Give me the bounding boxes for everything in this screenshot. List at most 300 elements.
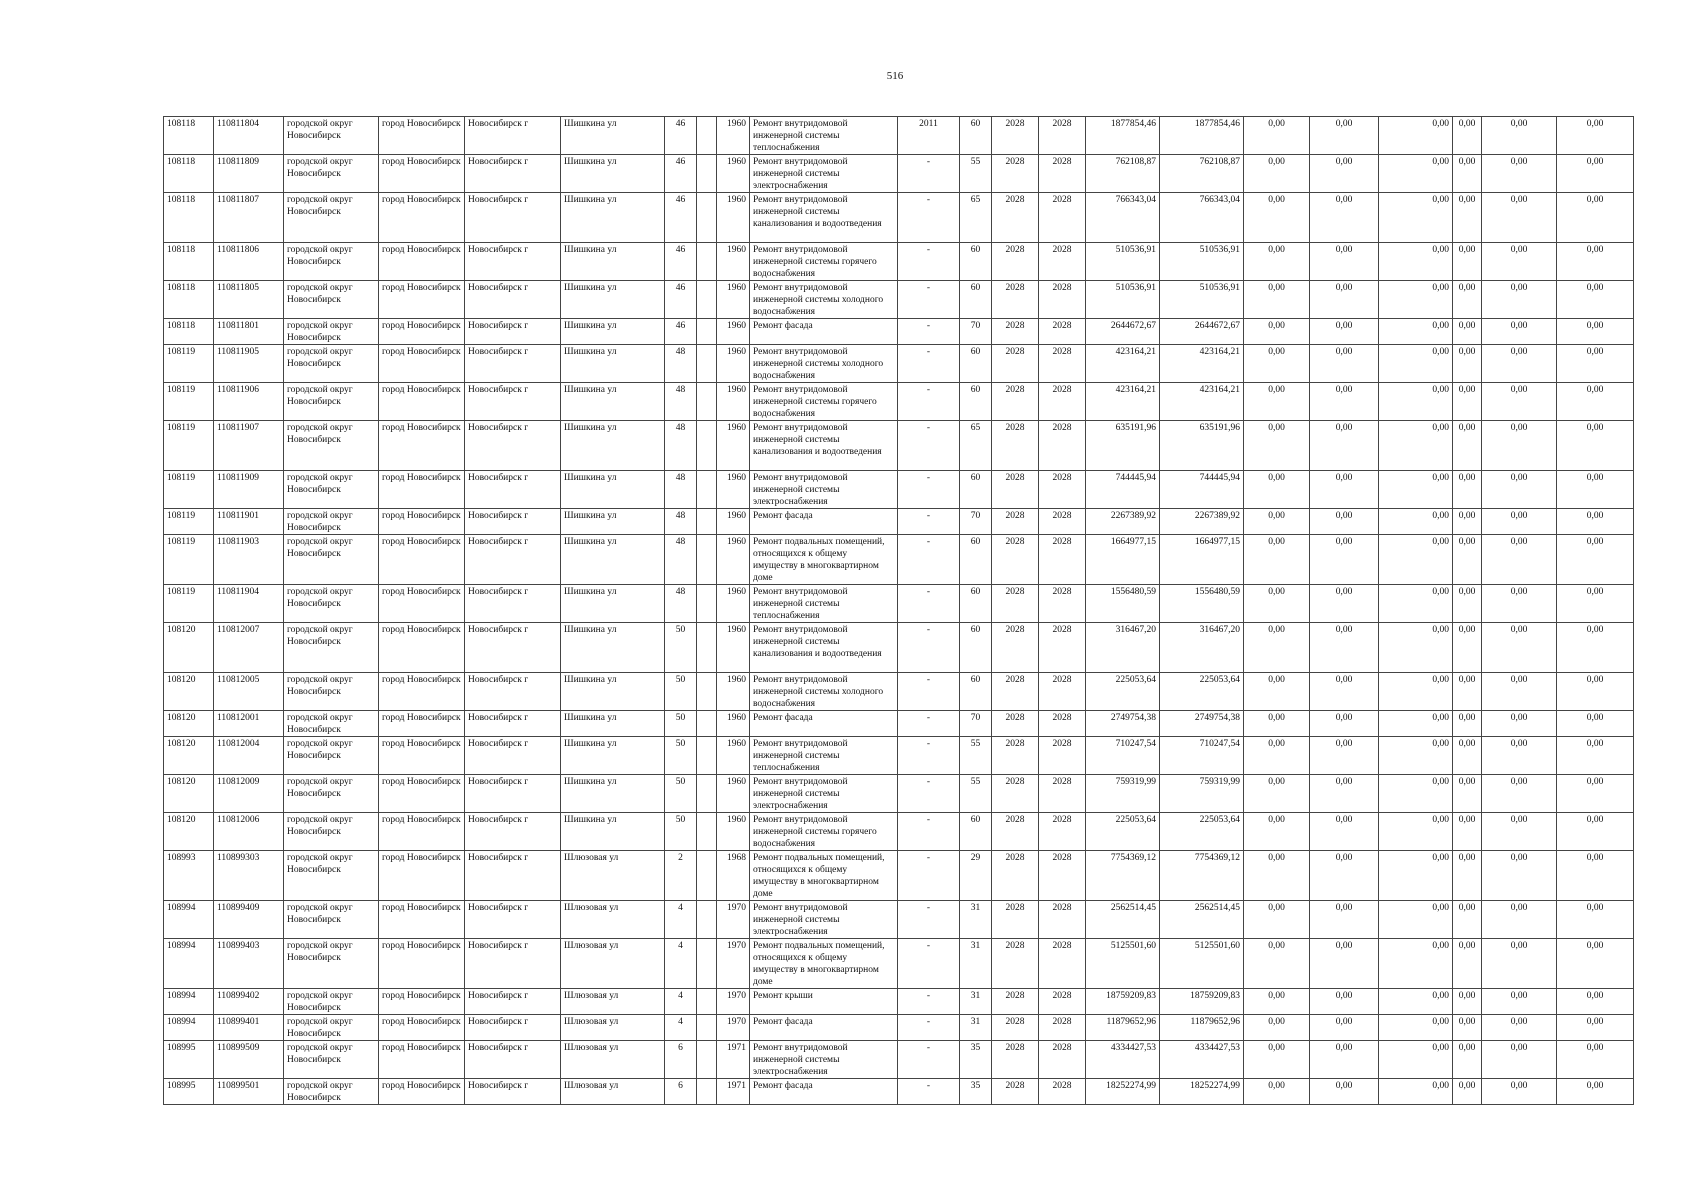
cell-cost-col-22: 0,00 [1557,1041,1634,1079]
cell-wear-percent: 70 [960,711,992,737]
cell-wear-percent: 60 [960,345,992,383]
cell-cost-fund: 4334427,53 [1160,1041,1244,1079]
cell-cost-col-21: 0,00 [1482,281,1557,319]
cell-district: городской округ Новосибирск [284,471,379,509]
cell-last-repair-year: - [898,421,960,471]
cell-city: город Новосибирск [379,989,465,1015]
cell-work-id: 110812004 [214,737,284,775]
cell-total-cost: 316467,20 [1086,623,1160,673]
cell-cost-col-17: 0,00 [1244,155,1310,193]
table-row [164,1015,1634,1041]
cell-cost-col-20: 0,00 [1453,1015,1482,1041]
cell-last-repair-year: - [898,775,960,813]
cell-plan-year-end: 2028 [1039,711,1086,737]
cell-house-id: 108119 [164,509,214,535]
cell-district: городской округ Новосибирск [284,117,379,155]
cell-cost-col-20: 0,00 [1453,535,1482,585]
cell-house-number: 46 [665,117,697,155]
table-row [164,711,1634,737]
cell-wear-percent: 60 [960,623,992,673]
cell-work-type: Ремонт внутридомовой инженерной системы канализования и водоотведения [750,623,898,673]
cell-building [697,345,717,383]
cell-cost-fund: 762108,87 [1160,155,1244,193]
cell-last-repair-year: - [898,319,960,345]
cell-last-repair-year: - [898,673,960,711]
cell-city: город Новосибирск [379,243,465,281]
table-row [164,737,1634,775]
cell-last-repair-year: - [898,155,960,193]
cell-district: городской округ Новосибирск [284,509,379,535]
cell-building [697,1041,717,1079]
cell-total-cost: 225053,64 [1086,673,1160,711]
cell-last-repair-year: - [898,737,960,775]
cell-street: Шишкина ул [561,813,665,851]
cell-year-built: 1960 [717,471,750,509]
cell-work-id: 110812001 [214,711,284,737]
cell-cost-col-19: 0,00 [1379,383,1453,421]
cell-cost-col-22: 0,00 [1557,117,1634,155]
cell-wear-percent: 60 [960,471,992,509]
cell-wear-percent: 35 [960,1041,992,1079]
cell-last-repair-year: - [898,345,960,383]
cell-year-built: 1960 [717,711,750,737]
cell-street: Шлюзовая ул [561,1079,665,1105]
cell-district: городской округ Новосибирск [284,585,379,623]
cell-cost-col-21: 0,00 [1482,535,1557,585]
cell-building [697,155,717,193]
cell-house-id: 108994 [164,939,214,989]
cell-cost-col-20: 0,00 [1453,901,1482,939]
cell-cost-col-18: 0,00 [1310,851,1379,901]
cell-cost-col-21: 0,00 [1482,851,1557,901]
cell-plan-year-end: 2028 [1039,193,1086,243]
cell-wear-percent: 55 [960,737,992,775]
cell-building [697,585,717,623]
cell-plan-year-start: 2028 [992,155,1039,193]
table-row [164,193,1634,243]
cell-last-repair-year: - [898,281,960,319]
cell-plan-year-end: 2028 [1039,623,1086,673]
cell-year-built: 1960 [717,383,750,421]
table-row [164,319,1634,345]
cell-city: город Новосибирск [379,281,465,319]
cell-plan-year-start: 2028 [992,243,1039,281]
cell-district: городской округ Новосибирск [284,1041,379,1079]
cell-cost-fund: 18759209,83 [1160,989,1244,1015]
cell-cost-col-17: 0,00 [1244,421,1310,471]
cell-cost-fund: 2562514,45 [1160,901,1244,939]
cell-cost-fund: 710247,54 [1160,737,1244,775]
cell-work-id: 110811903 [214,535,284,585]
cell-wear-percent: 70 [960,509,992,535]
cell-last-repair-year: - [898,383,960,421]
cell-cost-col-21: 0,00 [1482,989,1557,1015]
cell-district: городской округ Новосибирск [284,155,379,193]
cell-locality: Новосибирск г [465,117,561,155]
cell-locality: Новосибирск г [465,535,561,585]
cell-cost-fund: 423164,21 [1160,383,1244,421]
cell-locality: Новосибирск г [465,421,561,471]
cell-house-id: 108120 [164,711,214,737]
cell-wear-percent: 60 [960,585,992,623]
cell-house-id: 108120 [164,775,214,813]
cell-street: Шишкина ул [561,775,665,813]
cell-last-repair-year: - [898,623,960,673]
cell-street: Шлюзовая ул [561,901,665,939]
cell-city: город Новосибирск [379,383,465,421]
cell-plan-year-end: 2028 [1039,345,1086,383]
cell-cost-col-19: 0,00 [1379,623,1453,673]
cell-total-cost: 766343,04 [1086,193,1160,243]
cell-cost-col-20: 0,00 [1453,345,1482,383]
cell-house-id: 108994 [164,901,214,939]
cell-building [697,193,717,243]
cell-cost-col-19: 0,00 [1379,737,1453,775]
cell-cost-col-17: 0,00 [1244,775,1310,813]
cell-work-id: 110811807 [214,193,284,243]
cell-house-number: 46 [665,319,697,345]
cell-cost-col-17: 0,00 [1244,535,1310,585]
cell-cost-col-19: 0,00 [1379,345,1453,383]
cell-plan-year-end: 2028 [1039,901,1086,939]
cell-last-repair-year: - [898,509,960,535]
cell-plan-year-end: 2028 [1039,813,1086,851]
cell-cost-col-17: 0,00 [1244,281,1310,319]
cell-last-repair-year: - [898,989,960,1015]
cell-work-type: Ремонт фасада [750,711,898,737]
cell-city: город Новосибирск [379,509,465,535]
cell-house-id: 108994 [164,1015,214,1041]
cell-street: Шишкина ул [561,155,665,193]
cell-plan-year-start: 2028 [992,193,1039,243]
cell-cost-col-22: 0,00 [1557,471,1634,509]
cell-house-number: 48 [665,383,697,421]
cell-cost-col-21: 0,00 [1482,1015,1557,1041]
cell-cost-col-18: 0,00 [1310,509,1379,535]
cell-work-type: Ремонт внутридомовой инженерной системы теплоснабжения [750,585,898,623]
cell-year-built: 1960 [717,813,750,851]
cell-cost-col-22: 0,00 [1557,989,1634,1015]
page-number: 516 [886,70,904,82]
cell-work-type: Ремонт внутридомовой инженерной системы электроснабжения [750,155,898,193]
table-row [164,421,1634,471]
cell-district: городской округ Новосибирск [284,623,379,673]
cell-cost-col-19: 0,00 [1379,117,1453,155]
cell-cost-col-18: 0,00 [1310,345,1379,383]
cell-cost-col-18: 0,00 [1310,939,1379,989]
cell-cost-col-17: 0,00 [1244,901,1310,939]
cell-cost-col-17: 0,00 [1244,345,1310,383]
cell-work-id: 110811805 [214,281,284,319]
cell-work-type: Ремонт внутридомовой инженерной системы горячего водоснабжения [750,243,898,281]
cell-house-number: 48 [665,535,697,585]
cell-city: город Новосибирск [379,585,465,623]
cell-district: городской округ Новосибирск [284,1079,379,1105]
cell-district: городской округ Новосибирск [284,989,379,1015]
cell-building [697,711,717,737]
cell-wear-percent: 29 [960,851,992,901]
cell-house-id: 108118 [164,193,214,243]
cell-total-cost: 18759209,83 [1086,989,1160,1015]
cell-total-cost: 744445,94 [1086,471,1160,509]
cell-year-built: 1960 [717,775,750,813]
cell-cost-col-18: 0,00 [1310,117,1379,155]
cell-plan-year-end: 2028 [1039,383,1086,421]
cell-work-id: 110899509 [214,1041,284,1079]
cell-year-built: 1970 [717,1015,750,1041]
cell-city: город Новосибирск [379,421,465,471]
cell-cost-col-22: 0,00 [1557,243,1634,281]
cell-street: Шишкина ул [561,345,665,383]
cell-house-id: 108120 [164,737,214,775]
cell-total-cost: 225053,64 [1086,813,1160,851]
cell-building [697,319,717,345]
cell-cost-col-18: 0,00 [1310,193,1379,243]
cell-plan-year-end: 2028 [1039,319,1086,345]
cell-street: Шишкина ул [561,319,665,345]
cell-last-repair-year: - [898,243,960,281]
cell-cost-col-17: 0,00 [1244,623,1310,673]
cell-work-id: 110899402 [214,989,284,1015]
cell-locality: Новосибирск г [465,383,561,421]
cell-work-id: 110811909 [214,471,284,509]
cell-total-cost: 2749754,38 [1086,711,1160,737]
cell-work-type: Ремонт внутридомовой инженерной системы холодного водоснабжения [750,345,898,383]
cell-house-id: 108118 [164,155,214,193]
cell-cost-col-20: 0,00 [1453,813,1482,851]
cell-house-number: 46 [665,193,697,243]
cell-cost-col-17: 0,00 [1244,509,1310,535]
cell-plan-year-start: 2028 [992,775,1039,813]
cell-plan-year-end: 2028 [1039,1041,1086,1079]
cell-cost-col-22: 0,00 [1557,901,1634,939]
cell-house-number: 50 [665,737,697,775]
table-row [164,989,1634,1015]
cell-cost-col-20: 0,00 [1453,383,1482,421]
cell-work-id: 110812009 [214,775,284,813]
cell-cost-col-20: 0,00 [1453,939,1482,989]
cell-plan-year-start: 2028 [992,509,1039,535]
table-row [164,1041,1634,1079]
cell-locality: Новосибирск г [465,901,561,939]
cell-plan-year-start: 2028 [992,737,1039,775]
cell-cost-col-17: 0,00 [1244,471,1310,509]
cell-house-id: 108119 [164,471,214,509]
cell-plan-year-start: 2028 [992,535,1039,585]
cell-work-id: 110899501 [214,1079,284,1105]
cell-work-type: Ремонт фасада [750,319,898,345]
cell-total-cost: 423164,21 [1086,345,1160,383]
cell-street: Шишкина ул [561,471,665,509]
cell-cost-fund: 1664977,15 [1160,535,1244,585]
cell-wear-percent: 60 [960,117,992,155]
cell-wear-percent: 65 [960,193,992,243]
cell-last-repair-year: - [898,193,960,243]
cell-street: Шишкина ул [561,281,665,319]
cell-last-repair-year: - [898,711,960,737]
cell-plan-year-end: 2028 [1039,281,1086,319]
cell-work-type: Ремонт подвальных помещений, относящихся к общему имуществу в многоквартирном доме [750,939,898,989]
cell-locality: Новосибирск г [465,1041,561,1079]
cell-cost-col-19: 0,00 [1379,901,1453,939]
cell-work-id: 110811905 [214,345,284,383]
cell-cost-col-22: 0,00 [1557,813,1634,851]
cell-cost-col-22: 0,00 [1557,623,1634,673]
cell-building [697,1015,717,1041]
cell-plan-year-end: 2028 [1039,851,1086,901]
cell-plan-year-end: 2028 [1039,1079,1086,1105]
cell-cost-col-19: 0,00 [1379,243,1453,281]
cell-house-id: 108119 [164,345,214,383]
cell-cost-fund: 744445,94 [1160,471,1244,509]
cell-building [697,421,717,471]
cell-cost-col-21: 0,00 [1482,193,1557,243]
cell-cost-col-21: 0,00 [1482,509,1557,535]
cell-house-number: 6 [665,1041,697,1079]
cell-work-id: 110811901 [214,509,284,535]
cell-district: городской округ Новосибирск [284,939,379,989]
cell-cost-col-19: 0,00 [1379,535,1453,585]
cell-cost-col-18: 0,00 [1310,1041,1379,1079]
cell-locality: Новосибирск г [465,1015,561,1041]
cell-cost-col-18: 0,00 [1310,535,1379,585]
cell-locality: Новосибирск г [465,673,561,711]
cell-total-cost: 510536,91 [1086,281,1160,319]
cell-cost-fund: 316467,20 [1160,623,1244,673]
cell-house-number: 48 [665,471,697,509]
cell-cost-col-22: 0,00 [1557,281,1634,319]
cell-building [697,535,717,585]
cell-city: город Новосибирск [379,901,465,939]
cell-city: город Новосибирск [379,117,465,155]
cell-house-id: 108118 [164,243,214,281]
cell-street: Шишкина ул [561,193,665,243]
cell-cost-col-22: 0,00 [1557,345,1634,383]
cell-work-type: Ремонт внутридомовой инженерной системы электроснабжения [750,471,898,509]
table-row [164,673,1634,711]
cell-locality: Новосибирск г [465,989,561,1015]
cell-total-cost: 2267389,92 [1086,509,1160,535]
cell-district: городской округ Новосибирск [284,345,379,383]
cell-cost-col-17: 0,00 [1244,585,1310,623]
cell-cost-col-20: 0,00 [1453,117,1482,155]
cell-house-id: 108995 [164,1079,214,1105]
cell-city: город Новосибирск [379,775,465,813]
cell-street: Шлюзовая ул [561,1041,665,1079]
cell-district: городской округ Новосибирск [284,673,379,711]
cell-last-repair-year: - [898,1015,960,1041]
cell-cost-col-20: 0,00 [1453,471,1482,509]
cell-building [697,281,717,319]
cell-year-built: 1960 [717,117,750,155]
cell-cost-col-22: 0,00 [1557,775,1634,813]
cell-total-cost: 710247,54 [1086,737,1160,775]
cell-cost-col-17: 0,00 [1244,851,1310,901]
cell-cost-col-20: 0,00 [1453,775,1482,813]
cell-street: Шлюзовая ул [561,939,665,989]
cell-cost-col-21: 0,00 [1482,901,1557,939]
cell-house-number: 50 [665,673,697,711]
cell-cost-col-20: 0,00 [1453,281,1482,319]
cell-year-built: 1960 [717,193,750,243]
cell-work-type: Ремонт внутридомовой инженерной системы электроснабжения [750,901,898,939]
cell-street: Шишкина ул [561,585,665,623]
cell-district: городской округ Новосибирск [284,851,379,901]
cell-street: Шишкина ул [561,673,665,711]
table-row [164,345,1634,383]
cell-house-number: 50 [665,711,697,737]
table-row [164,281,1634,319]
cell-cost-col-19: 0,00 [1379,1079,1453,1105]
cell-house-id: 108118 [164,281,214,319]
table-row [164,585,1634,623]
cell-year-built: 1960 [717,673,750,711]
cell-plan-year-start: 2028 [992,711,1039,737]
cell-cost-col-19: 0,00 [1379,775,1453,813]
cell-building [697,471,717,509]
cell-total-cost: 4334427,53 [1086,1041,1160,1079]
cell-work-type: Ремонт внутридомовой инженерной системы электроснабжения [750,1041,898,1079]
cell-building [697,737,717,775]
cell-cost-fund: 225053,64 [1160,813,1244,851]
cell-work-type: Ремонт внутридомовой инженерной системы теплоснабжения [750,737,898,775]
cell-plan-year-end: 2028 [1039,535,1086,585]
cell-locality: Новосибирск г [465,193,561,243]
cell-cost-col-22: 0,00 [1557,383,1634,421]
cell-district: городской округ Новосибирск [284,711,379,737]
cell-cost-col-22: 0,00 [1557,737,1634,775]
cell-cost-col-21: 0,00 [1482,1041,1557,1079]
cell-cost-col-21: 0,00 [1482,383,1557,421]
cell-total-cost: 5125501,60 [1086,939,1160,989]
cell-district: городской округ Новосибирск [284,243,379,281]
cell-house-number: 4 [665,939,697,989]
cell-city: город Новосибирск [379,155,465,193]
cell-house-id: 108120 [164,673,214,711]
cell-cost-fund: 11879652,96 [1160,1015,1244,1041]
cell-locality: Новосибирск г [465,775,561,813]
cell-total-cost: 7754369,12 [1086,851,1160,901]
cell-cost-col-19: 0,00 [1379,155,1453,193]
cell-wear-percent: 60 [960,535,992,585]
cell-city: город Новосибирск [379,711,465,737]
cell-cost-col-17: 0,00 [1244,1079,1310,1105]
cell-locality: Новосибирск г [465,509,561,535]
cell-cost-col-21: 0,00 [1482,155,1557,193]
cell-last-repair-year: 2011 [898,117,960,155]
cell-cost-col-20: 0,00 [1453,623,1482,673]
cell-work-type: Ремонт крыши [750,989,898,1015]
cell-locality: Новосибирск г [465,243,561,281]
cell-year-built: 1960 [717,155,750,193]
cell-wear-percent: 35 [960,1079,992,1105]
cell-house-id: 108118 [164,117,214,155]
cell-building [697,383,717,421]
cell-cost-col-19: 0,00 [1379,673,1453,711]
cell-cost-fund: 766343,04 [1160,193,1244,243]
cell-city: город Новосибирск [379,737,465,775]
cell-plan-year-end: 2028 [1039,775,1086,813]
cell-cost-col-19: 0,00 [1379,421,1453,471]
table-row [164,471,1634,509]
cell-work-id: 110899409 [214,901,284,939]
cell-cost-col-18: 0,00 [1310,155,1379,193]
cell-total-cost: 2562514,45 [1086,901,1160,939]
cell-cost-col-18: 0,00 [1310,989,1379,1015]
cell-house-number: 4 [665,1015,697,1041]
cell-cost-col-21: 0,00 [1482,813,1557,851]
cell-total-cost: 11879652,96 [1086,1015,1160,1041]
